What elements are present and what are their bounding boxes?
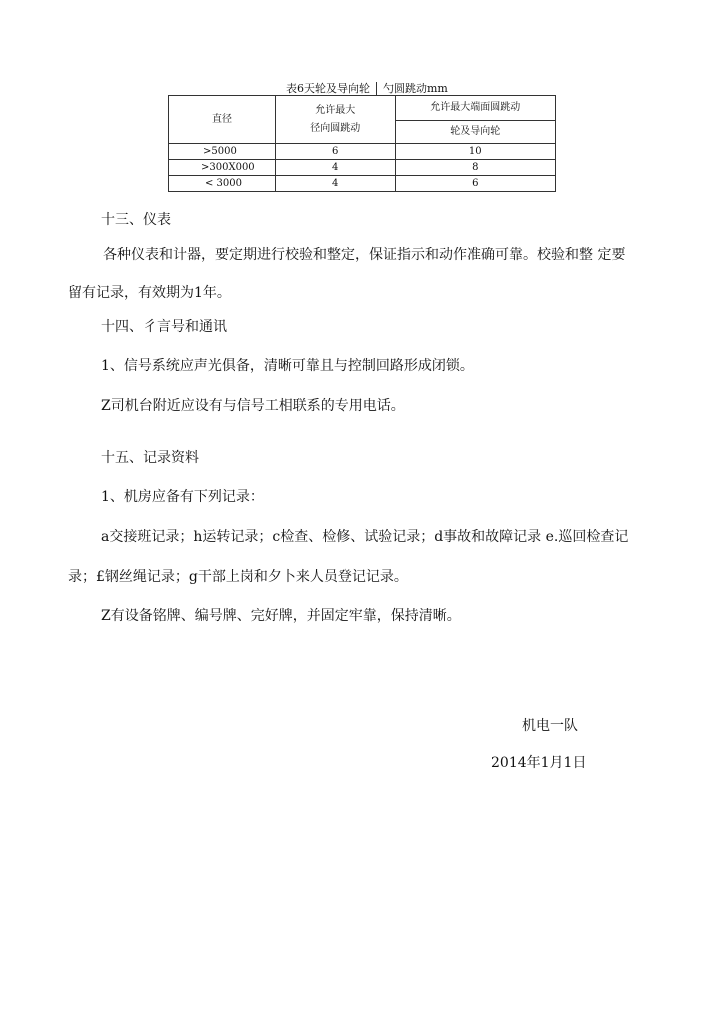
header-radial-line1: 允许最大 <box>315 105 356 116</box>
cell-endface: 10 <box>395 144 555 160</box>
cell-radial: 4 <box>275 160 395 176</box>
header-diameter: 直径 <box>169 96 276 144</box>
section-15-paragraph-2-line2: 录；£钢丝绳记录；g干部上岗和夕卜来人员登记记录。 <box>68 569 408 585</box>
section-15-paragraph-1: 1、机房应备有下列记录： <box>101 489 264 505</box>
caption-divider <box>376 82 377 96</box>
header-endface-sub: 轮及导向轮 <box>395 120 555 144</box>
table-row <box>169 160 556 176</box>
cell-endface: 8 <box>395 160 555 176</box>
signature-org: 机电一队 <box>522 718 578 734</box>
table-caption <box>286 80 448 96</box>
section-14-title: 十四、彳言号和通讯 <box>101 319 227 335</box>
table-header-row <box>169 96 556 121</box>
section-15-paragraph-3: Z有设备铭牌、编号牌、完好牌，并固定牢靠，保持清晰。 <box>101 608 461 624</box>
cell-diameter: >5000 <box>169 144 276 160</box>
table-caption-left: 表6天轮及导向轮 <box>286 82 370 95</box>
cell-endface: 6 <box>395 176 555 192</box>
table-caption-right: 勺圆跳动mm <box>383 82 448 95</box>
section-14-paragraph-2: Z司机台附近应设有与信号工相联系的专用电话。 <box>101 398 405 414</box>
section-13-title: 十三、仪表 <box>101 212 171 228</box>
cell-radial: 4 <box>275 176 395 192</box>
section-13-paragraph-line2: 留有记录，有效期为1年。 <box>68 285 231 301</box>
header-endface: 允许最大端面圆跳动 <box>395 96 555 121</box>
cell-diameter: >300X000 <box>169 160 276 176</box>
cell-radial: 6 <box>275 144 395 160</box>
section-15-title: 十五、记录资料 <box>101 450 199 466</box>
section-13-paragraph-line1: 各种仪表和计器，要定期进行校验和整定，保证指示和动作准确可靠。校验和整 定要 <box>103 247 626 263</box>
signature-date: 2014年1月1日 <box>491 755 587 771</box>
table-row <box>169 176 556 192</box>
table-row <box>169 144 556 160</box>
runout-table <box>168 95 556 192</box>
section-15-paragraph-2-line1: a交接班记录；h运转记录；c检查、检修、试验记录；d事故和故障记录 e.巡回检查记 <box>101 529 629 545</box>
header-radial <box>275 96 395 144</box>
header-radial-line2: 径向圆跳动 <box>310 123 361 134</box>
cell-diameter: < 3000 <box>169 176 276 192</box>
section-14-paragraph-1: 1、信号系统应声光俱备，清晰可靠且与控制回路形成闭锁。 <box>101 358 474 374</box>
